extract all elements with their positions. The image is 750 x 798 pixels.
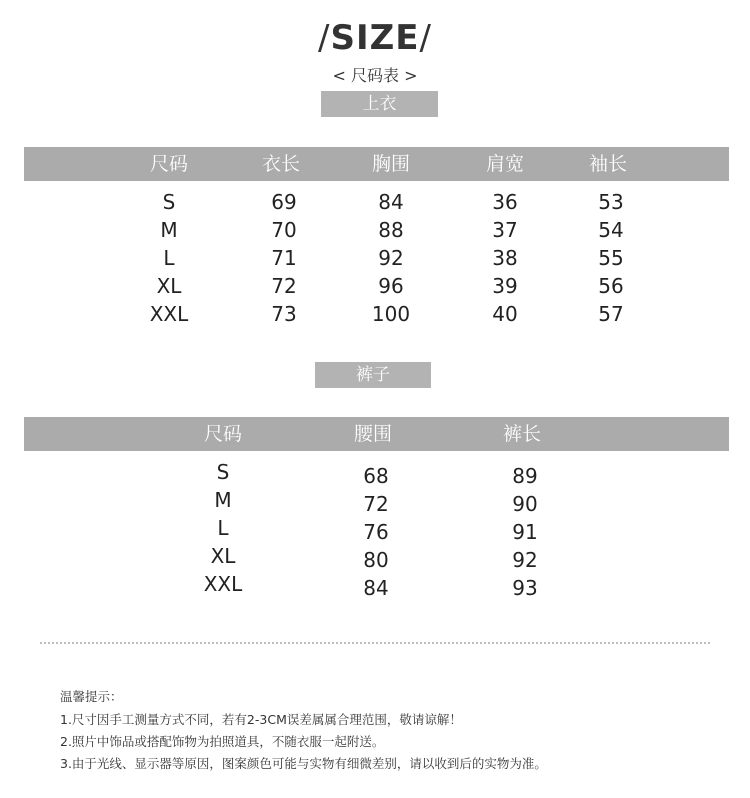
tops-header-size: 尺码 [149, 153, 188, 175]
notes-heading: 温馨提示： [60, 689, 123, 704]
tops-cell: 53 [598, 190, 624, 214]
pants-header-bar [24, 417, 729, 451]
pants-cell: 84 [363, 576, 389, 600]
tops-cell: 56 [598, 274, 624, 298]
pants-cell: XL [210, 544, 236, 568]
tops-cell: 84 [378, 190, 404, 214]
tops-cell: 70 [271, 218, 297, 242]
pants-cell: 92 [512, 548, 538, 572]
tops-cell: 57 [598, 302, 624, 326]
tops-cell: 36 [492, 190, 518, 214]
tops-cell: XL [156, 274, 182, 298]
dotted-divider [40, 642, 710, 644]
tops-header-shoulder: 肩宽 [485, 153, 524, 175]
tops-cell: XXL [149, 302, 189, 326]
tops-cell: 96 [378, 274, 404, 298]
pants-tag: 裤子 [315, 362, 431, 388]
tops-cell: 92 [378, 246, 404, 270]
page-subtitle: < 尺码表 > [332, 66, 418, 85]
tops-cell: 71 [271, 246, 297, 270]
title-right-slash: / [419, 18, 432, 58]
tops-cell: S [162, 190, 176, 214]
tops-cell: 88 [378, 218, 404, 242]
tops-header-length: 衣长 [261, 153, 300, 175]
tops-cell: 69 [271, 190, 297, 214]
tops-header-chest: 胸围 [371, 153, 410, 175]
tops-cell: L [163, 246, 175, 270]
note-item: 2.照片中饰品或搭配饰物为拍照道具，不随衣服一起附送。 [60, 734, 385, 749]
tops-cell: 55 [598, 246, 624, 270]
title-left-slash: / [318, 18, 331, 58]
pants-cell: M [214, 488, 232, 512]
tops-cell: 39 [492, 274, 518, 298]
tops-cell: 38 [492, 246, 518, 270]
pants-cell: 80 [363, 548, 389, 572]
tops-cell: 72 [271, 274, 297, 298]
pants-cell: 93 [512, 576, 538, 600]
tops-header-sleeve: 袖长 [588, 153, 627, 175]
pants-header-size: 尺码 [203, 423, 242, 445]
page-title [0, 18, 750, 58]
tops-cell: 37 [492, 218, 518, 242]
pants-cell: 91 [512, 520, 538, 544]
tops-tag: 上衣 [321, 91, 438, 117]
pants-header-length: 裤长 [502, 423, 541, 445]
tops-cell: 54 [598, 218, 624, 242]
tops-cell: 100 [371, 302, 411, 326]
pants-cell: S [216, 460, 230, 484]
pants-cell: 89 [512, 464, 538, 488]
note-item: 1.尺寸因手工测量方式不同，若有2-3CM误差属属合理范围，敬请谅解！ [60, 712, 462, 727]
title-text: SIZE [330, 18, 420, 58]
pants-header-waist: 腰围 [353, 423, 392, 445]
pants-cell: 76 [363, 520, 389, 544]
note-item: 3.由于光线、显示器等原因，图案颜色可能与实物有细微差别，请以收到后的实物为准。 [60, 756, 547, 771]
pants-cell: XXL [203, 572, 243, 596]
tops-cell: 40 [492, 302, 518, 326]
pants-cell: L [217, 516, 229, 540]
tops-header-bar [24, 147, 729, 181]
pants-cell: 72 [363, 492, 389, 516]
tops-cell: 73 [271, 302, 297, 326]
pants-cell: 90 [512, 492, 538, 516]
pants-cell: 68 [363, 464, 389, 488]
tops-cell: M [160, 218, 178, 242]
